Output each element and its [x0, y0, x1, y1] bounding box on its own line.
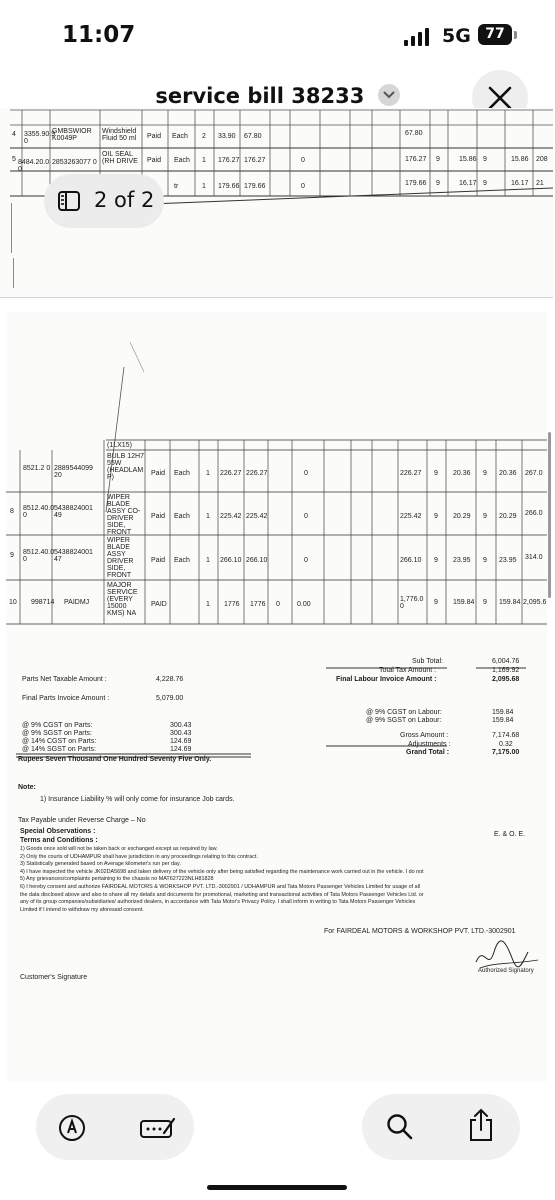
parts-tax-label: @ 9% CGST on Parts: [22, 722, 93, 729]
parts-tax-value: 300.43 [170, 722, 192, 729]
cgst-labour-value: 159.84 [492, 709, 514, 716]
p2-row-sl: 8 [10, 508, 14, 515]
adjust-label: Adjustments : [408, 741, 451, 748]
parts-tax-label: @ 9% SGST on Parts: [22, 730, 93, 737]
document-title[interactable]: service bill 38233 [155, 84, 365, 108]
parts-invoice-label: Final Parts Invoice Amount : [22, 695, 110, 702]
scroll-indicator[interactable] [548, 432, 551, 598]
p2-row-amount: 225.42 [246, 513, 268, 520]
p1-row-total: 208 [536, 156, 548, 163]
p1-row-qty: 1 [202, 157, 206, 164]
p2-row-disc: 0 [304, 513, 308, 520]
p2-row-amount: 266.10 [246, 557, 268, 564]
grand-total-label: Grand Total : [406, 749, 450, 756]
note-1: 1) Insurance Liability % will only come for insurance Job cards. [40, 796, 235, 803]
p2-row-disc: 0 [276, 601, 280, 608]
p2-row-total: 2,095.6 [523, 599, 547, 606]
markup-tools-group [36, 1094, 194, 1160]
terms-item: the data disclosed above and also to share all my details and documents for promotional, marketing and transactional activities of Tata Motors Passenger Vehicles Ltd. or [20, 891, 424, 898]
terms-item: 1) Goods once sold will not be taken back or exchanged except as required by law. [20, 846, 218, 852]
p1-row-taxable: 176.27 [405, 156, 427, 163]
p1-row-amount: 179.66 [244, 183, 266, 190]
p2-row-part: 8521.2 0 [23, 465, 51, 472]
p2-row-desc: WIPER BLADE ASSY DRIVER SIDE, FRONT [107, 537, 134, 579]
p1-row-cgst: 15.86 [459, 156, 477, 163]
p2-row-qty: 1 [206, 601, 210, 608]
p1-row-rate: 176.27 [218, 157, 240, 164]
p1-row-cgst-rate: 9 [436, 180, 440, 187]
battery-tip [514, 31, 517, 39]
network-type: 5G [442, 25, 471, 47]
signature-icon[interactable] [140, 1116, 176, 1145]
terms-item: 4) I have inspected the vehicle JK02DA5698 and taken delivery of the vehicle only after being satisfied regarding the maintenance work carried out in the vehicle. I do not [20, 868, 424, 875]
p1-row-sgst: 15.86 [511, 156, 529, 163]
parts-invoice-value: 5,079.00 [156, 695, 184, 702]
p1-row-code: GMBSWIOR K0049P [52, 128, 92, 142]
p2-row-amount: 1776 [250, 601, 266, 608]
cgst-labour-label: @ 9% CGST on Labour: [366, 709, 442, 716]
p1-row-rate: 179.66 [218, 183, 240, 190]
p1-row-cgst-rate: 9 [436, 156, 440, 163]
chevron-down-icon[interactable] [378, 84, 400, 106]
p1-row-uom: tr [174, 183, 179, 190]
p2-row-taxable: 226.27 [400, 470, 422, 477]
terms-item: 2) Only the courts of UDHAMPUR shall have jurisdiction in any proceedings relating to this contract. [20, 853, 258, 860]
p1-row-code: 2853263077 0 [52, 159, 97, 166]
page-indicator-label: 2 of 2 [94, 188, 155, 212]
p2-row-sgst: 20.29 [499, 513, 517, 520]
p2-row-cgst-rate: 9 [434, 513, 438, 520]
p2-row-qty: 1 [206, 513, 210, 520]
status-time: 11:07 [62, 22, 136, 48]
p1-row-type: Paid [147, 157, 162, 164]
p1-row-qty: 2 [202, 133, 206, 140]
gross-value: 7,174.68 [492, 732, 520, 739]
p2-row-sgst: 159.84 [499, 599, 521, 606]
eoe-note: E. & O. E. [494, 831, 526, 838]
p2-row-rate: 266.10 [220, 557, 242, 564]
sub-total-value: 6,004.76 [492, 658, 520, 665]
p1-row-sgst-rate: 9 [483, 156, 487, 163]
home-indicator[interactable] [207, 1185, 347, 1190]
p2-row-sgst-rate: 9 [483, 557, 487, 564]
p1-row-uom: Each [174, 157, 190, 164]
parts-tax-value: 124.69 [170, 746, 192, 753]
authorized-signatory: Authorized Signatory [478, 968, 534, 974]
p2-row-sl: 9 [10, 552, 14, 559]
parts-taxable-value: 4,228.76 [156, 676, 184, 683]
for-company: For FAIRDEAL MOTORS & WORKSHOP PVT. LTD.-3002901 [324, 928, 516, 935]
search-icon[interactable] [386, 1113, 414, 1146]
note-heading: Note: [18, 784, 36, 791]
terms-item: 5) Any grievances/complaints pertaining to the chassis no MAT627223NLH81828 [20, 876, 214, 883]
p2-row-rate: 226.27 [220, 470, 242, 477]
sidebar-thumbnails-icon [58, 191, 80, 211]
parts-taxable-label: Parts Net Taxable Amount : [22, 676, 107, 683]
p1-row-amount: 67.80 [244, 133, 262, 140]
document-page-2 [6, 312, 547, 1082]
p2-row-taxable: 266.10 [400, 557, 422, 564]
cellular-signal-icon [404, 28, 430, 46]
grand-total-value: 7,175.00 [492, 749, 520, 756]
p2-row-code: 2889544099 20 [54, 465, 93, 479]
p1-row-disc: 0 [301, 183, 305, 190]
p1-row-taxable: 67.80 [405, 130, 423, 137]
parts-tax-label: @ 14% SGST on Parts: [22, 746, 96, 753]
p2-row-disc-amount: 0.00 [297, 601, 311, 608]
parts-tax-value: 300.43 [170, 730, 192, 737]
reverse-charge-note: Tax Payable under Reverse Charge – No [18, 817, 146, 824]
total-tax-label: Total Tax Amount : [379, 667, 437, 674]
terms-item: 6) I hereby consent and authorize FAIRDEAL MOTORS & WORKSHOP PVT. LTD.-3002901 / UDHAMPUR and Tata Motors Passenger Vehicles Limited for usage of all [20, 883, 420, 890]
p2-row-desc: BULB 12H7 55W (HEADLAM P) [107, 453, 144, 481]
adjust-value: 0.32 [499, 741, 513, 748]
sgst-labour-value: 159.84 [492, 717, 514, 724]
p2-row-cgst: 23.95 [453, 557, 471, 564]
p2-row-type: Paid [151, 470, 166, 477]
sub-total-label: Sub Total: [412, 658, 444, 665]
p2-row-part: 998714 [31, 599, 55, 606]
p2-row-sgst-rate: 9 [483, 470, 487, 477]
p1-row-total: 21 [536, 180, 544, 187]
p2-row-sl: 10 [9, 599, 17, 606]
p2-row-taxable: 225.42 [400, 513, 422, 520]
p1-row-rate: 33.90 [218, 133, 236, 140]
p1-row-sgst-rate: 9 [483, 180, 487, 187]
p2-row-cgst-rate: 9 [434, 557, 438, 564]
p1-row-disc: 0 [301, 157, 305, 164]
p2-row-desc: MAJOR SERVICE (EVERY 15000 KMS) NA [107, 582, 138, 617]
p2-row-uom: Each [174, 470, 190, 477]
p2-row-cgst-rate: 9 [434, 599, 438, 606]
sgst-labour-label: @ 9% SGST on Labour: [366, 717, 442, 724]
parts-tax-value: 124.69 [170, 738, 192, 745]
p2-row-desc: (1LX15) [107, 442, 132, 449]
p1-row-taxable: 179.66 [405, 180, 427, 187]
customer-signature-label: Customer's Signature [20, 974, 88, 981]
p2-row-cgst: 20.29 [453, 513, 471, 520]
p2-row-qty: 1 [206, 470, 210, 477]
p2-row-type: Paid [151, 513, 166, 520]
p2-row-sgst-rate: 9 [483, 599, 487, 606]
p2-row-uom: Each [174, 557, 190, 564]
p2-row-uom: Each [174, 513, 190, 520]
p2-row-total: 314.0 [525, 554, 543, 561]
p2-row-part: 8512.40.0 0 [23, 549, 55, 563]
p1-row-sgst: 16.17 [511, 180, 529, 187]
terms-list [20, 846, 545, 914]
document-actions-group [362, 1094, 520, 1160]
p2-row-total: 267.0 [525, 470, 543, 477]
p1-row-qty: 1 [202, 183, 206, 190]
p2-row-rate: 1776 [224, 601, 240, 608]
p2-row-type: PAID [151, 601, 167, 608]
p1-row-part: 3355.90.9 0 [24, 131, 56, 145]
page-indicator[interactable] [44, 174, 164, 228]
p2-row-sgst: 20.36 [499, 470, 517, 477]
p2-row-code: 5438824001 47 [54, 549, 93, 563]
p2-row-amount: 226.27 [246, 470, 268, 477]
p1-row-uom: Each [172, 133, 188, 140]
p2-row-cgst: 159.84 [453, 599, 475, 606]
p2-row-type: Paid [151, 557, 166, 564]
amount-in-words: Rupees Seven Thousand One Hundred Seventy Five Only. [18, 756, 212, 763]
p1-row-desc: OIL SEAL (RH DRIVE [102, 151, 138, 165]
share-icon[interactable] [468, 1108, 494, 1147]
special-observations: Special Observations : [20, 828, 96, 835]
p2-row-desc: WIPER BLADE ASSY CO-DRIVER SIDE, FRONT [107, 494, 141, 536]
p1-row-cgst: 16.17 [459, 180, 477, 187]
labour-invoice-value: 2,095.68 [492, 676, 520, 683]
labour-invoice-label: Final Labour Invoice Amount : [336, 676, 437, 683]
p2-row-sgst: 23.95 [499, 557, 517, 564]
p2-row-disc: 0 [304, 470, 308, 477]
markup-pen-icon[interactable] [58, 1114, 86, 1147]
terms-heading: Terms and Conditions : [20, 837, 98, 844]
p2-row-qty: 1 [206, 557, 210, 564]
p2-row-cgst-rate: 9 [434, 470, 438, 477]
p2-row-part: 8512.40.0 0 [23, 505, 55, 519]
parts-tax-label: @ 14% CGST on Parts: [22, 738, 97, 745]
p1-row-part: 8484.20.0 0 [18, 159, 50, 173]
terms-item: 3) Statistically generated based on Average kilometer's run per day. [20, 861, 181, 868]
status-bar [0, 0, 555, 70]
p1-row-sl: 4 [12, 131, 16, 138]
p2-row-cgst: 20.36 [453, 470, 471, 477]
p2-row-taxable: 1,776.0 0 [400, 596, 424, 610]
p2-row-total: 266.0 [525, 510, 543, 517]
battery-icon: 77 [478, 24, 512, 45]
p1-row-amount: 176.27 [244, 157, 266, 164]
terms-item: Limited if I intend to withdraw my aforesaid consent. [20, 906, 144, 913]
p2-row-code: PAIDMJ [64, 599, 90, 606]
p2-row-code: 5438824001 49 [54, 505, 93, 519]
p1-row-type: Paid [147, 133, 162, 140]
p2-row-disc: 0 [304, 557, 308, 564]
total-tax-value: 1,169.92 [492, 667, 520, 674]
p1-row-sl: 5 [12, 156, 16, 163]
gross-label: Gross Amount : [400, 732, 449, 739]
p1-row-desc: Windshield Fluid 50 ml [102, 128, 137, 142]
p2-row-sgst-rate: 9 [483, 513, 487, 520]
terms-item: any of its group companies/subsidiaries/ authorized dealers, in accordance with Tata Motor's Privacy Policy. I shall inform in writing to Tata Motors Passenger Vehicles [20, 899, 416, 906]
p2-row-rate: 225.42 [220, 513, 242, 520]
